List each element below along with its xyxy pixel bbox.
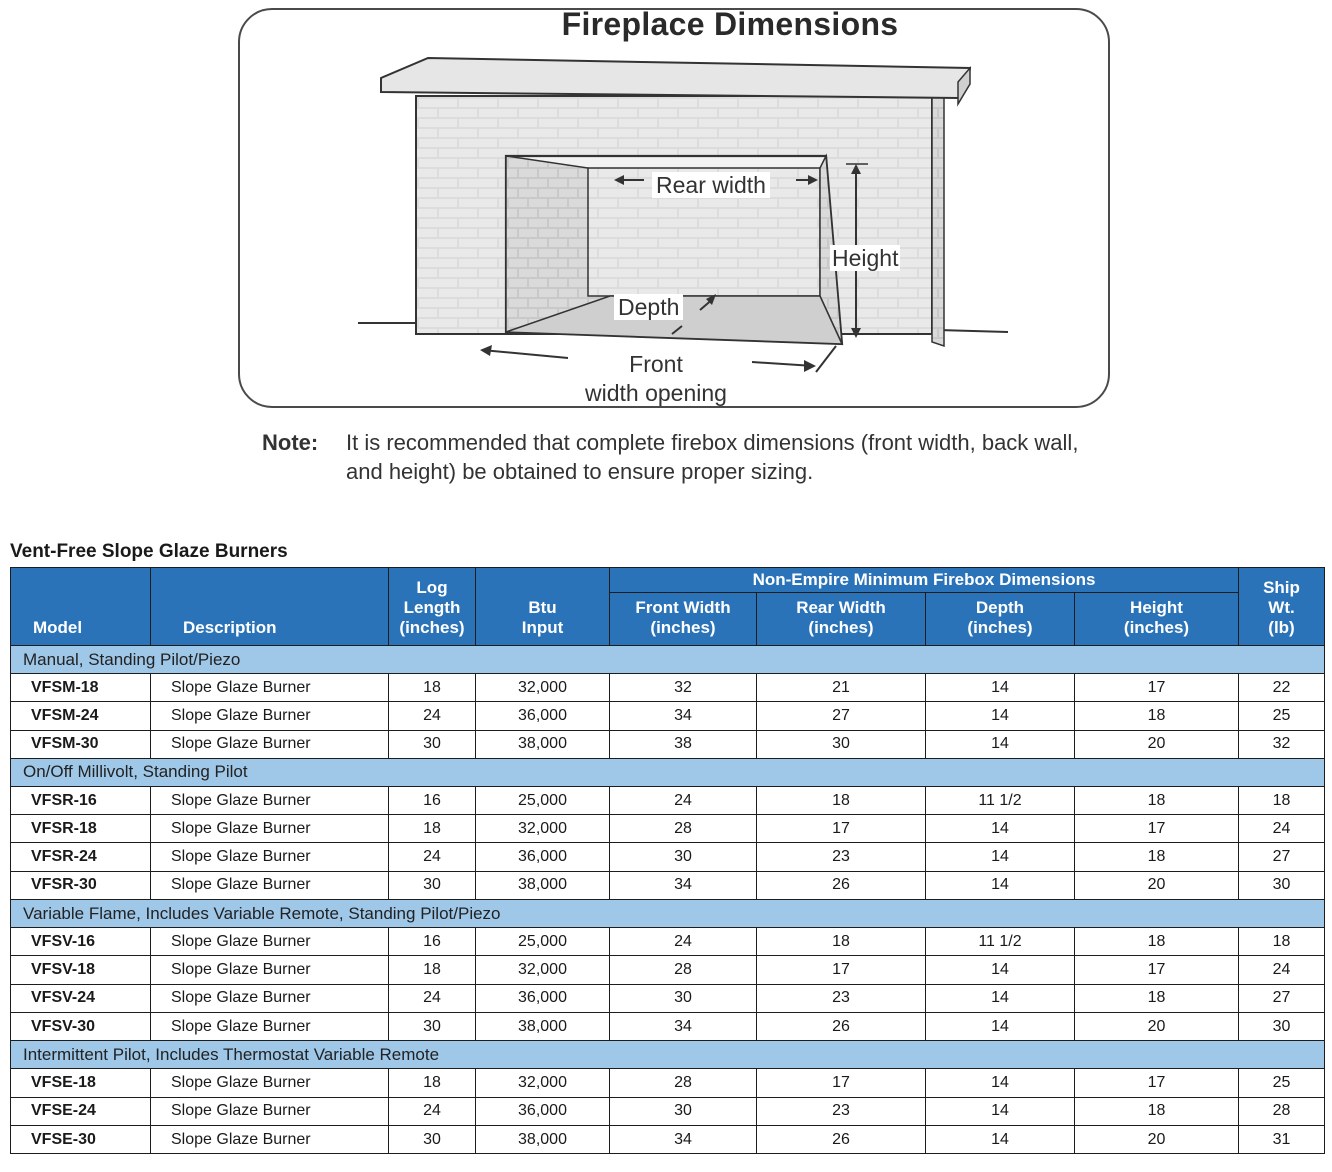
cell-description: Slope Glaze Burner (151, 843, 389, 871)
cell-description: Slope Glaze Burner (151, 928, 389, 956)
cell-description: Slope Glaze Burner (151, 1125, 389, 1153)
cell-ship-weight: 25 (1239, 1069, 1325, 1097)
cell-depth: 14 (926, 956, 1075, 984)
table-row (11, 871, 1325, 899)
cell-description: Slope Glaze Burner (151, 702, 389, 730)
cell-rear-width: 17 (757, 956, 926, 984)
cell-front-width: 24 (610, 928, 757, 956)
depth-label: Depth (614, 294, 683, 320)
section-header-row (11, 646, 1325, 674)
cell-log-length: 30 (389, 1012, 476, 1040)
cell-ship-weight: 25 (1239, 702, 1325, 730)
cell-depth: 14 (926, 815, 1075, 843)
cell-depth: 14 (926, 1069, 1075, 1097)
cell-depth: 14 (926, 702, 1075, 730)
cell-description: Slope Glaze Burner (151, 674, 389, 702)
table-row (11, 1097, 1325, 1125)
table-row (11, 786, 1325, 814)
section-label: Intermittent Pilot, Includes Thermostat Variable Remote (11, 1041, 1325, 1069)
cell-rear-width: 26 (757, 871, 926, 899)
cell-btu-input: 25,000 (476, 928, 610, 956)
cell-depth: 11 1/2 (926, 786, 1075, 814)
height-label: Height (832, 245, 899, 271)
table-row (11, 928, 1325, 956)
cell-front-width: 30 (610, 843, 757, 871)
cell-description: Slope Glaze Burner (151, 815, 389, 843)
section-label: Manual, Standing Pilot/Piezo (11, 646, 1325, 674)
cell-height: 20 (1075, 1012, 1239, 1040)
cell-log-length: 18 (389, 815, 476, 843)
cell-ship-weight: 18 (1239, 928, 1325, 956)
cell-btu-input: 32,000 (476, 1069, 610, 1097)
header-front-width: Front Width (inches) (610, 593, 757, 646)
cell-front-width: 34 (610, 1012, 757, 1040)
header-model: Model (11, 568, 151, 646)
cell-log-length: 24 (389, 1097, 476, 1125)
cell-ship-weight: 30 (1239, 871, 1325, 899)
cell-front-width: 30 (610, 1097, 757, 1125)
cell-model: VFSR-16 (11, 786, 151, 814)
cell-model: VFSV-24 (11, 984, 151, 1012)
cell-model: VFSV-18 (11, 956, 151, 984)
cell-btu-input: 32,000 (476, 674, 610, 702)
table-row (11, 702, 1325, 730)
cell-front-width: 32 (610, 674, 757, 702)
cell-ship-weight: 30 (1239, 1012, 1325, 1040)
diagram-title: Fireplace Dimensions (561, 6, 899, 42)
cell-depth: 14 (926, 1012, 1075, 1040)
cell-depth: 14 (926, 1125, 1075, 1153)
cell-rear-width: 26 (757, 1125, 926, 1153)
cell-btu-input: 25,000 (476, 786, 610, 814)
section-label: Variable Flame, Includes Variable Remote, Standing Pilot/Piezo (11, 900, 1325, 928)
header-height: Height (inches) (1075, 593, 1239, 646)
cell-depth: 14 (926, 871, 1075, 899)
cell-model: VFSE-24 (11, 1097, 151, 1125)
cell-height: 20 (1075, 730, 1239, 758)
table-row (11, 1012, 1325, 1040)
cell-model: VFSE-18 (11, 1069, 151, 1097)
cell-ship-weight: 28 (1239, 1097, 1325, 1125)
cell-ship-weight: 27 (1239, 984, 1325, 1012)
header-ship-weight: Ship Wt. (lb) (1239, 568, 1325, 646)
cell-log-length: 24 (389, 984, 476, 1012)
cell-btu-input: 36,000 (476, 984, 610, 1012)
cell-log-length: 24 (389, 702, 476, 730)
table-row (11, 956, 1325, 984)
table-row (11, 730, 1325, 758)
cell-height: 17 (1075, 674, 1239, 702)
cell-log-length: 18 (389, 1069, 476, 1097)
cell-rear-width: 23 (757, 984, 926, 1012)
cell-btu-input: 36,000 (476, 843, 610, 871)
table-body (11, 646, 1325, 1154)
note-text: It is recommended that complete firebox dimensions (front width, back wall, and height) be obtained to ensure proper sizing. (346, 430, 1079, 484)
cell-rear-width: 23 (757, 843, 926, 871)
cell-model: VFSR-30 (11, 871, 151, 899)
cell-description: Slope Glaze Burner (151, 956, 389, 984)
table-title: Vent-Free Slope Glaze Burners (10, 541, 288, 562)
cell-rear-width: 17 (757, 1069, 926, 1097)
cell-rear-width: 17 (757, 815, 926, 843)
cell-rear-width: 23 (757, 1097, 926, 1125)
cell-front-width: 34 (610, 702, 757, 730)
cell-log-length: 18 (389, 674, 476, 702)
cell-rear-width: 18 (757, 786, 926, 814)
cell-model: VFSR-18 (11, 815, 151, 843)
cell-log-length: 30 (389, 1125, 476, 1153)
cell-ship-weight: 24 (1239, 815, 1325, 843)
header-depth: Depth (inches) (926, 593, 1075, 646)
burner-spec-table (10, 567, 1325, 1154)
table-row (11, 674, 1325, 702)
cell-btu-input: 32,000 (476, 815, 610, 843)
cell-description: Slope Glaze Burner (151, 1097, 389, 1125)
cell-height: 20 (1075, 1125, 1239, 1153)
cell-btu-input: 38,000 (476, 1125, 610, 1153)
cell-height: 18 (1075, 786, 1239, 814)
cell-front-width: 34 (610, 871, 757, 899)
cell-rear-width: 21 (757, 674, 926, 702)
table-row (11, 843, 1325, 871)
header-firebox-group: Non-Empire Minimum Firebox Dimensions (610, 568, 1239, 593)
cell-model: VFSE-30 (11, 1125, 151, 1153)
cell-btu-input: 38,000 (476, 730, 610, 758)
cell-front-width: 28 (610, 815, 757, 843)
rear-width-label: Rear width (652, 172, 770, 198)
cell-log-length: 24 (389, 843, 476, 871)
cell-height: 18 (1075, 1097, 1239, 1125)
cell-ship-weight: 27 (1239, 843, 1325, 871)
cell-rear-width: 27 (757, 702, 926, 730)
header-description: Description (151, 568, 389, 646)
cell-front-width: 34 (610, 1125, 757, 1153)
cell-btu-input: 38,000 (476, 871, 610, 899)
cell-model: VFSR-24 (11, 843, 151, 871)
cell-height: 18 (1075, 928, 1239, 956)
cell-description: Slope Glaze Burner (151, 871, 389, 899)
section-header-row (11, 758, 1325, 786)
cell-ship-weight: 32 (1239, 730, 1325, 758)
cell-rear-width: 18 (757, 928, 926, 956)
cell-ship-weight: 22 (1239, 674, 1325, 702)
note-key: Note: (262, 430, 319, 455)
cell-btu-input: 32,000 (476, 956, 610, 984)
cell-log-length: 18 (389, 956, 476, 984)
cell-height: 20 (1075, 871, 1239, 899)
cell-height: 17 (1075, 815, 1239, 843)
cell-description: Slope Glaze Burner (151, 730, 389, 758)
section-header-row (11, 900, 1325, 928)
cell-description: Slope Glaze Burner (151, 786, 389, 814)
cell-model: VFSM-24 (11, 702, 151, 730)
cell-depth: 14 (926, 843, 1075, 871)
header-btu-input: Btu Input (476, 568, 610, 646)
cell-model: VFSV-30 (11, 1012, 151, 1040)
cell-btu-input: 38,000 (476, 1012, 610, 1040)
cell-ship-weight: 31 (1239, 1125, 1325, 1153)
table-row (11, 815, 1325, 843)
front-label-line1: Front (629, 351, 683, 377)
cell-rear-width: 26 (757, 1012, 926, 1040)
cell-model: VFSM-18 (11, 674, 151, 702)
cell-depth: 14 (926, 730, 1075, 758)
front-label-line2: width opening (585, 380, 727, 406)
cell-ship-weight: 24 (1239, 956, 1325, 984)
cell-front-width: 24 (610, 786, 757, 814)
cell-height: 17 (1075, 956, 1239, 984)
cell-description: Slope Glaze Burner (151, 1012, 389, 1040)
cell-btu-input: 36,000 (476, 702, 610, 730)
cell-model: VFSM-30 (11, 730, 151, 758)
table-row (11, 984, 1325, 1012)
cell-depth: 14 (926, 674, 1075, 702)
fireplace-illustration (238, 8, 1110, 408)
cell-rear-width: 30 (757, 730, 926, 758)
section-label: On/Off Millivolt, Standing Pilot (11, 758, 1325, 786)
cell-front-width: 28 (610, 956, 757, 984)
cell-depth: 14 (926, 1097, 1075, 1125)
cell-height: 17 (1075, 1069, 1239, 1097)
cell-front-width: 28 (610, 1069, 757, 1097)
cell-height: 18 (1075, 702, 1239, 730)
cell-description: Slope Glaze Burner (151, 1069, 389, 1097)
cell-log-length: 30 (389, 871, 476, 899)
cell-log-length: 30 (389, 730, 476, 758)
header-rear-width: Rear Width (inches) (757, 593, 926, 646)
cell-log-length: 16 (389, 928, 476, 956)
cell-depth: 14 (926, 984, 1075, 1012)
cell-height: 18 (1075, 843, 1239, 871)
cell-front-width: 38 (610, 730, 757, 758)
cell-log-length: 16 (389, 786, 476, 814)
cell-ship-weight: 18 (1239, 786, 1325, 814)
cell-depth: 11 1/2 (926, 928, 1075, 956)
section-header-row (11, 1041, 1325, 1069)
cell-btu-input: 36,000 (476, 1097, 610, 1125)
cell-front-width: 30 (610, 984, 757, 1012)
table-row (11, 1069, 1325, 1097)
cell-description: Slope Glaze Burner (151, 984, 389, 1012)
table-row (11, 1125, 1325, 1153)
cell-model: VFSV-16 (11, 928, 151, 956)
cell-height: 18 (1075, 984, 1239, 1012)
header-log-length: Log Length (inches) (389, 568, 476, 646)
